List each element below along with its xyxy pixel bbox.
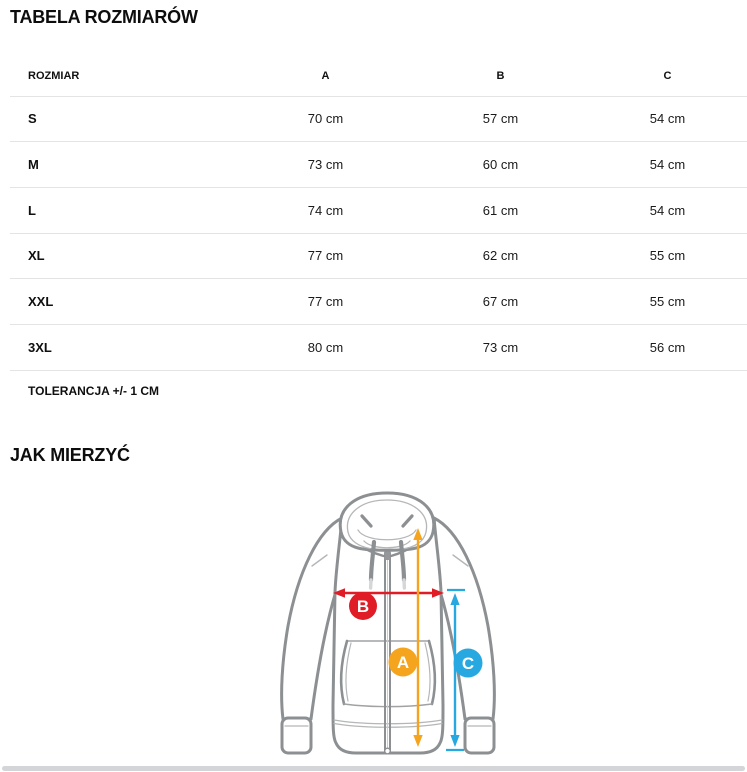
column-header-rozmiar: ROZMIAR: [10, 56, 238, 96]
table-row: [10, 96, 747, 142]
table-row: [10, 324, 747, 370]
size-table: [10, 56, 747, 371]
zipper: [384, 551, 391, 751]
right-cuff: [465, 718, 494, 753]
measure-b: 61 cm: [413, 187, 588, 233]
marker-label-b: B: [356, 597, 370, 616]
measure-b: 67 cm: [413, 279, 588, 325]
measure-c: 54 cm: [588, 96, 747, 142]
measure-b: 60 cm: [413, 142, 588, 188]
how-to-measure-title: JAK MIERZYĆ: [10, 445, 130, 465]
measure-c: 54 cm: [588, 142, 747, 188]
measure-a: 77 cm: [238, 279, 413, 325]
measure-a: 74 cm: [238, 187, 413, 233]
column-header-a: A: [238, 56, 413, 96]
measure-c: 55 cm: [588, 233, 747, 279]
size-label: XL: [10, 233, 238, 279]
hoodie-measurement-diagram: [270, 480, 510, 765]
size-label: S: [10, 96, 238, 142]
column-header-b: B: [413, 56, 588, 96]
measure-b: 57 cm: [413, 96, 588, 142]
marker-badge-c: [454, 649, 483, 678]
table-row: [10, 233, 747, 279]
table-row: [10, 279, 747, 325]
size-label: XXL: [10, 279, 238, 325]
tolerance-note: TOLERANCJA +/- 1 CM: [28, 384, 160, 398]
marker-badge-a: [389, 648, 418, 677]
table-row: [10, 142, 747, 188]
marker-badge-b: [349, 592, 377, 620]
size-label: 3XL: [10, 324, 238, 370]
zipper-stop: [385, 748, 391, 754]
size-label: M: [10, 142, 238, 188]
table-row: [10, 187, 747, 233]
measure-a: 73 cm: [238, 142, 413, 188]
measure-a: 70 cm: [238, 96, 413, 142]
measure-b: 73 cm: [413, 324, 588, 370]
measure-a: 77 cm: [238, 233, 413, 279]
measure-c: 55 cm: [588, 279, 747, 325]
size-table-title: TABELA ROZMIARÓW: [10, 7, 198, 27]
marker-label-c: C: [461, 654, 475, 673]
column-header-c: C: [588, 56, 747, 96]
size-label: L: [10, 187, 238, 233]
left-cuff: [282, 718, 311, 753]
hoodie-drawing: [282, 493, 495, 754]
marker-label-a: A: [396, 653, 410, 672]
measure-b: 62 cm: [413, 233, 588, 279]
size-table-header: [10, 56, 747, 96]
horizontal-scrollbar[interactable]: [2, 766, 745, 771]
measure-c: 54 cm: [588, 187, 747, 233]
measure-a: 80 cm: [238, 324, 413, 370]
measure-c: 56 cm: [588, 324, 747, 370]
